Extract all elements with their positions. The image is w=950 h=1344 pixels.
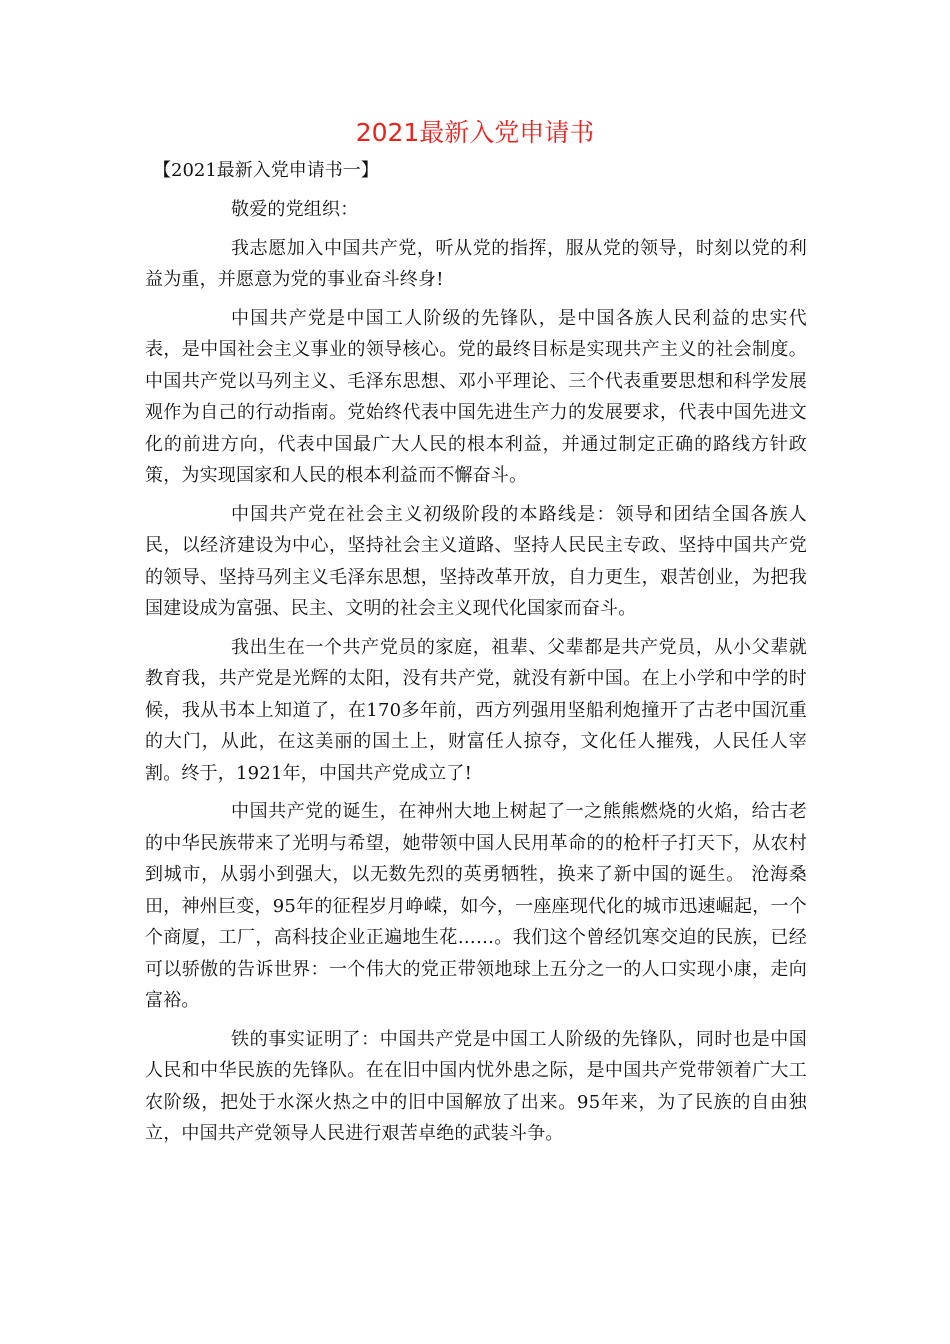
document-title: 2021最新入党申请书 (355, 118, 595, 147)
paragraph-6: 铁的事实证明了：中国共产党是中国工人阶级的先锋队，同时也是中国人民和中华民族的先锋队。在在旧中国内忧外患之际，是中国共产党带领着广大工农阶级，把处于水深火热之中的旧中国解放了出来。95年来，为了民族的自由独立，中国共产党领导人民进行艰苦卓绝的武装斗争。 (145, 1028, 807, 1144)
paragraph-1: 我志愿加入中国共产党，听从党的指挥，服从党的领导，时刻以党的利益为重，并愿意为党的事业奋斗终身! (145, 237, 807, 290)
paragraph-5: 中国共产党的诞生，在神州大地上树起了一之熊熊燃烧的火焰，给古老的中华民族带来了光明与希望，她带领中国人民用革命的的枪杆子打天下，从农村到城市，从弱小到强大，以无数先烈的英勇牺牲，换来了新中国的诞生。 沧海桑田，神州巨变，95年的征程岁月峥嵘，如今，一座座现代化的城市迅速崛起，一个个商厦，工厂，高科技企业正遍地生花……。我们这个曾经饥寒交迫的民族，已经可以骄傲的告诉世界：一个伟大的党正带领地球上五分之一的人口实现小康，走向富裕。 (145, 801, 807, 1011)
salutation: 敬爱的党组织： (231, 199, 359, 220)
section-heading: 【2021最新入党申请书一】 (153, 160, 379, 181)
paragraph-2: 中国共产党是中国工人阶级的先锋队，是中国各族人民利益的忠实代表，是中国社会主义事业的领导核心。党的最终目标是实现共产主义的社会制度。中国共产党以马列主义、毛泽东思想、邓小平理论、三个代表重要思想和科学发展观作为自己的行动指南。党始终代表中国先进生产力的发展要求，代表中国先进文化的前进方向，代表中国最广大人民的根本利益，并通过制定正确的路线方针政策，为实现国家和人民的根本利益而不懈奋斗。 (145, 307, 807, 486)
document-body (145, 156, 807, 1157)
paragraph-4: 我出生在一个共产党员的家庭，祖辈、父辈都是共产党员，从小父辈就教育我，共产党是光辉的太阳，没有共产党，就没有新中国。在上小学和中学的时候，我从书本上知道了，在170多年前，西方列强用坚船利炮撞开了古老中国沉重的大门，从此，在这美丽的国土上，财富任人掠夺，文化任人摧残，人民任人宰割。终于，1921年，中国共产党成立了! (145, 636, 807, 784)
paragraph-3: 中国共产党在社会主义初级阶段的本路线是：领导和团结全国各族人民，以经济建设为中心，坚持社会主义道路、坚持人民民主专政、坚持中国共产党的领导、坚持马列主义毛泽东思想，坚持改革开放，自力更生，艰苦创业，为把我国建设成为富强、民主、文明的社会主义现代化国家而奋斗。 (145, 503, 807, 619)
